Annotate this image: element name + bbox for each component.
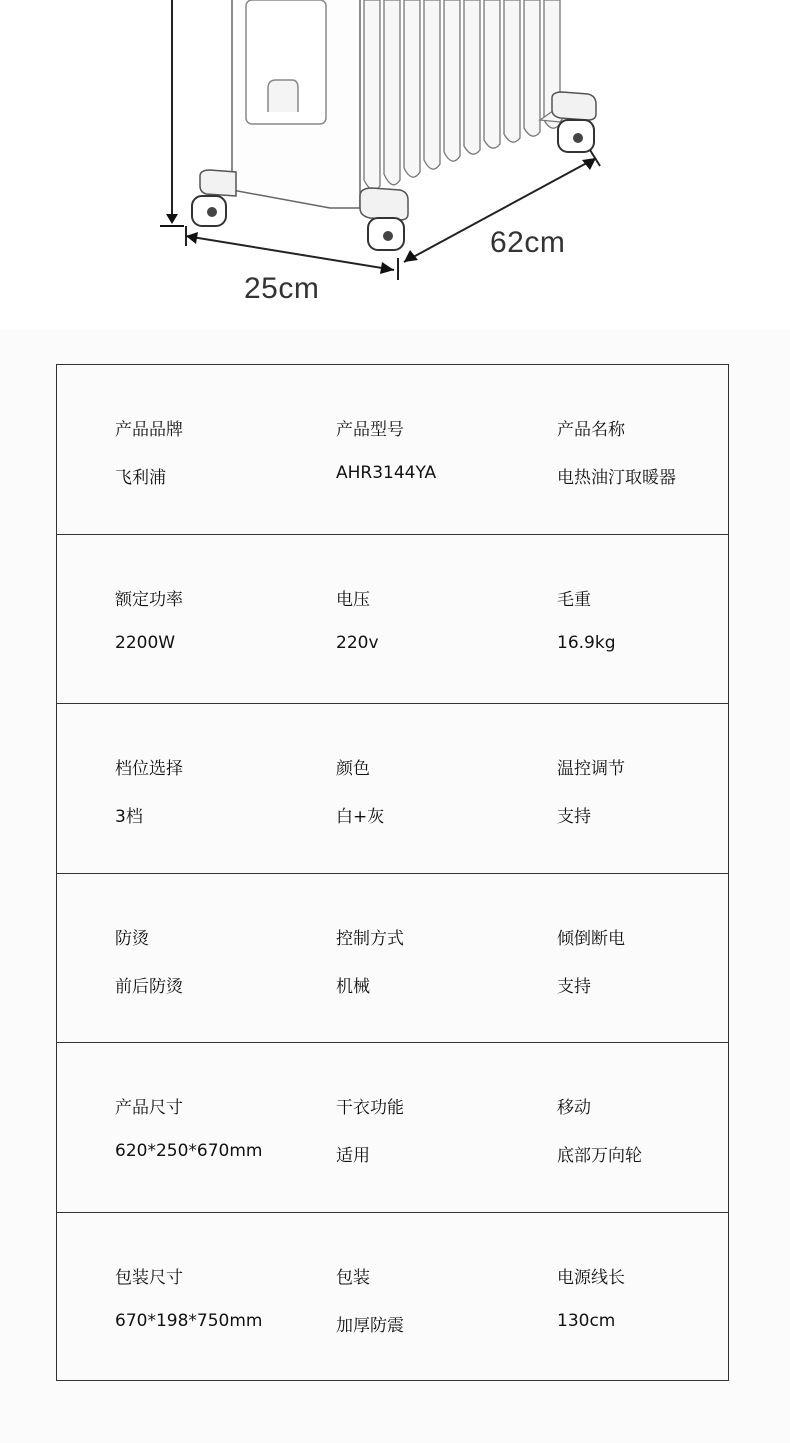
spec-label: 包装: [336, 1267, 370, 1288]
spec-label: 倾倒断电: [557, 928, 625, 949]
spec-row: [57, 1043, 728, 1213]
spec-row: [57, 365, 728, 535]
spec-label: 干衣功能: [336, 1098, 404, 1118]
spec-value: 前后防烫: [115, 976, 183, 997]
spec-label: 温控调节: [557, 759, 625, 779]
spec-label: 档位选择: [115, 759, 183, 779]
spec-value: 白+灰: [336, 807, 385, 827]
width-dimension-label: 62cm: [490, 226, 566, 259]
spec-label: 颜色: [336, 759, 370, 779]
spec-value: 3档: [115, 807, 143, 827]
spec-label: 移动: [557, 1098, 591, 1118]
spec-value: 电热油汀取暖器: [557, 468, 676, 488]
spec-row: [57, 1213, 728, 1383]
spec-label: 电压: [336, 589, 370, 610]
spec-value: 适用: [336, 1146, 370, 1166]
spec-label: 包装尺寸: [115, 1267, 183, 1288]
spec-value: 底部万向轮: [557, 1146, 642, 1166]
spec-label: 控制方式: [336, 928, 404, 949]
spec-row: [57, 874, 728, 1044]
spec-value: 2200W: [115, 632, 176, 653]
spec-value: 16.9kg: [557, 632, 616, 653]
spec-label: 产品尺寸: [115, 1098, 183, 1118]
spec-label: 防烫: [115, 928, 149, 949]
heater-line-drawing: [0, 0, 790, 330]
spec-value: 加厚防震: [336, 1315, 404, 1336]
spec-value: 机械: [336, 976, 370, 997]
spec-value: 220v: [336, 632, 379, 653]
spec-label: 电源线长: [557, 1267, 625, 1288]
spec-label: 毛重: [557, 589, 591, 610]
spec-row: [57, 535, 728, 705]
spec-row: [57, 704, 728, 874]
spec-label: 额定功率: [115, 589, 183, 610]
spec-value: 支持: [557, 807, 591, 827]
spec-value: 620*250*670mm: [115, 1141, 263, 1161]
product-dimension-illustration: [0, 0, 790, 330]
spec-value: 130cm: [557, 1310, 616, 1331]
spec-label: 产品品牌: [115, 420, 183, 440]
spec-label: 产品型号: [336, 420, 404, 440]
spec-value: 支持: [557, 976, 591, 997]
spec-label: 产品名称: [557, 420, 625, 440]
spec-value: AHR3144YA: [336, 463, 437, 483]
spec-value: 飞利浦: [115, 468, 166, 488]
spec-table: [56, 364, 729, 1381]
spec-value: 670*198*750mm: [115, 1310, 263, 1331]
depth-dimension-label: 25cm: [244, 272, 320, 305]
